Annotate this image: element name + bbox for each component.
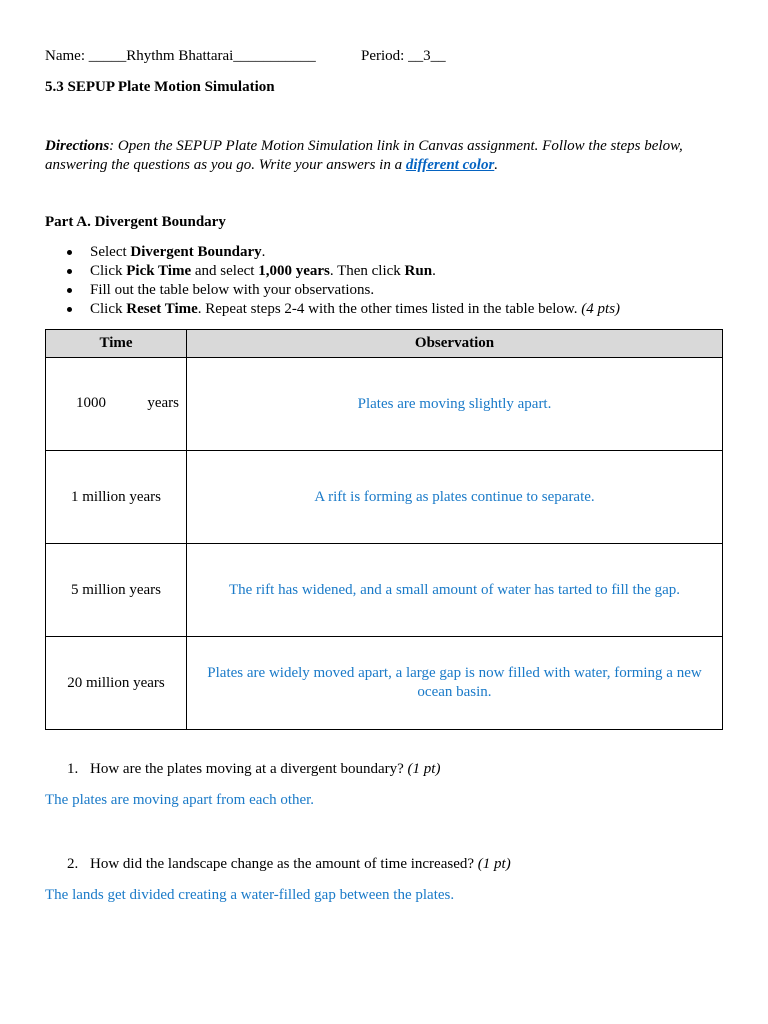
- observation-cell[interactable]: Plates are widely moved apart, a large gap is now filled with water, forming a new ocean basin.: [187, 637, 723, 730]
- question-number: 2.: [67, 856, 79, 872]
- time-cell: [46, 358, 187, 451]
- step-fill-table: Fill out the table below with your observations.: [45, 281, 723, 300]
- name-field: Name: _____Rhythm Bhattarai___________: [45, 48, 316, 64]
- observation-cell[interactable]: A rift is forming as plates continue to separate.: [187, 451, 723, 544]
- answer-2[interactable]: The lands get divided creating a water-filled gap between the plates.: [45, 887, 455, 903]
- period-field: Period: __3__: [361, 48, 446, 64]
- table-row: [46, 637, 723, 730]
- part-a-title: Part A. Divergent Boundary: [45, 214, 226, 230]
- time-column-header: Time: [46, 330, 187, 358]
- step-select-boundary: Select Divergent Boundary.: [45, 243, 723, 262]
- table-row: [46, 358, 723, 451]
- document-page: [45, 0, 723, 1024]
- answer-1[interactable]: The plates are moving apart from each other.: [45, 792, 315, 808]
- question-text: How are the plates moving at a divergent boundary? (1 pt): [90, 761, 441, 777]
- directions-paragraph: [45, 137, 723, 175]
- steps-list: [45, 243, 723, 319]
- observation-cell[interactable]: Plates are moving slightly apart.: [187, 358, 723, 451]
- time-cell: 20 million years: [46, 637, 187, 730]
- question-text: How did the landscape change as the amount of time increased? (1 pt): [90, 856, 511, 872]
- step-pick-time: Click Pick Time and select 1,000 years. Then click Run.: [45, 262, 723, 281]
- time-number: 1000: [76, 395, 106, 411]
- step-reset-time: Click Reset Time. Repeat steps 2-4 with the other times listed in the table below. (4 pts): [45, 300, 723, 319]
- directions-lead: Directions: [45, 138, 110, 154]
- time-unit: years: [147, 395, 179, 411]
- directions-end: .: [494, 157, 499, 173]
- time-cell: 1 million years: [46, 451, 187, 544]
- question-number: 1.: [67, 761, 79, 777]
- observation-cell[interactable]: The rift has widened, and a small amount of water has tarted to fill the gap.: [187, 544, 723, 637]
- different-color-link[interactable]: different color: [405, 157, 495, 173]
- time-cell: 5 million years: [46, 544, 187, 637]
- observation-table: [45, 329, 723, 730]
- header-line: [45, 47, 446, 65]
- table-row: [46, 451, 723, 544]
- observation-column-header: Observation: [187, 330, 723, 358]
- directions-text: : Open the SEPUP Plate Motion Simulation link in Canvas assignment. Follow the steps below, answering the questions as you go. Write your answers in a: [45, 138, 683, 173]
- table-header-row: [46, 330, 723, 358]
- assignment-title: 5.3 SEPUP Plate Motion Simulation: [45, 79, 275, 95]
- table-row: [46, 544, 723, 637]
